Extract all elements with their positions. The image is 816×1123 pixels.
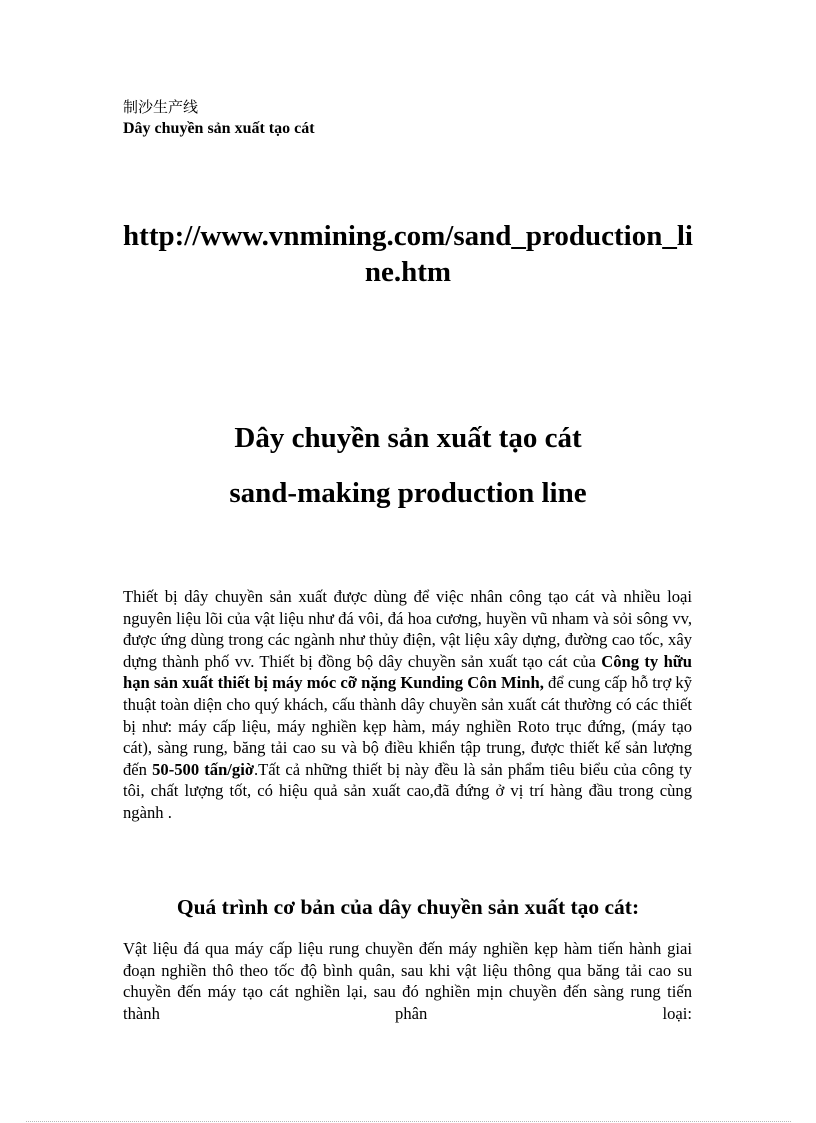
capacity-value: 50-500 tấn/giờ	[152, 759, 255, 779]
intro-text-part3: .Tất cả những thiết bị này đều là sản phẩm tiêu biểu của công ty tôi, chất lượng tốt, có hiệu quả sản xuất cao,đã đứng ở vị trí hàng đầu trong cùng ngành .	[123, 759, 693, 822]
section-heading: Quá trình cơ bản của dây chuyền sản xuất tạo cát:	[176, 895, 640, 919]
chinese-title: 制沙生产线	[123, 98, 199, 116]
url-heading: http://www.vnmining.com/sand_production_line.htm	[123, 220, 693, 288]
process-paragraph: Vật liệu đá qua máy cấp liệu rung chuyền đến máy nghiền kẹp hàm tiến hành giai đoạn nghiền thô theo tốc độ bình quân, sau khi vật liệu thông qua băng tải cao su chuyền đến máy tạo cát nghiền lại, sau đó nghiền mịn chuyền đến sàng rung tiến thành phân loại:	[123, 939, 692, 1023]
main-title-vietnamese: Dây chuyền sản xuất tạo cát	[234, 422, 582, 454]
intro-text-part1: Thiết bị dây chuyền sản xuất được dùng để việc nhân công tạo cát và nhiều loại nguyên liệu lõi của vật liệu như đá vôi, đá hoa cương, huyền vũ nham và sỏi sông vv, được ứng dùng trong các ngành như thủy điện, vật liệu xây dựng, đường cao tốc, xây dựng thành phố vv. Thiết bị đồng bộ dây chuyền sản xuất tạo cát của	[123, 587, 692, 671]
main-title-english: sand-making production line	[229, 477, 587, 509]
intro-text-part2: để cung cấp hỗ trợ kỹ thuật toàn diện cho quý khách, cấu thành dây chuyền sản xuất cát thường có các thiết bị như: máy cấp liệu, máy nghiền kẹp hàm, máy nghiền Roto trục đứng, (máy tạo cát), sàng rung, băng tải cao su và bộ điều khiển tập trung, được thiết kế sản lượng đến	[123, 673, 692, 779]
company-name: Công ty hữu hạn sản xuất thiết bị máy móc cỡ nặng Kunding Côn Minh,	[123, 651, 692, 693]
page-bottom-dotted-border	[26, 1121, 791, 1122]
vietnamese-header-title: Dây chuyền sản xuất tạo cát	[123, 120, 315, 137]
intro-paragraph	[123, 586, 692, 824]
